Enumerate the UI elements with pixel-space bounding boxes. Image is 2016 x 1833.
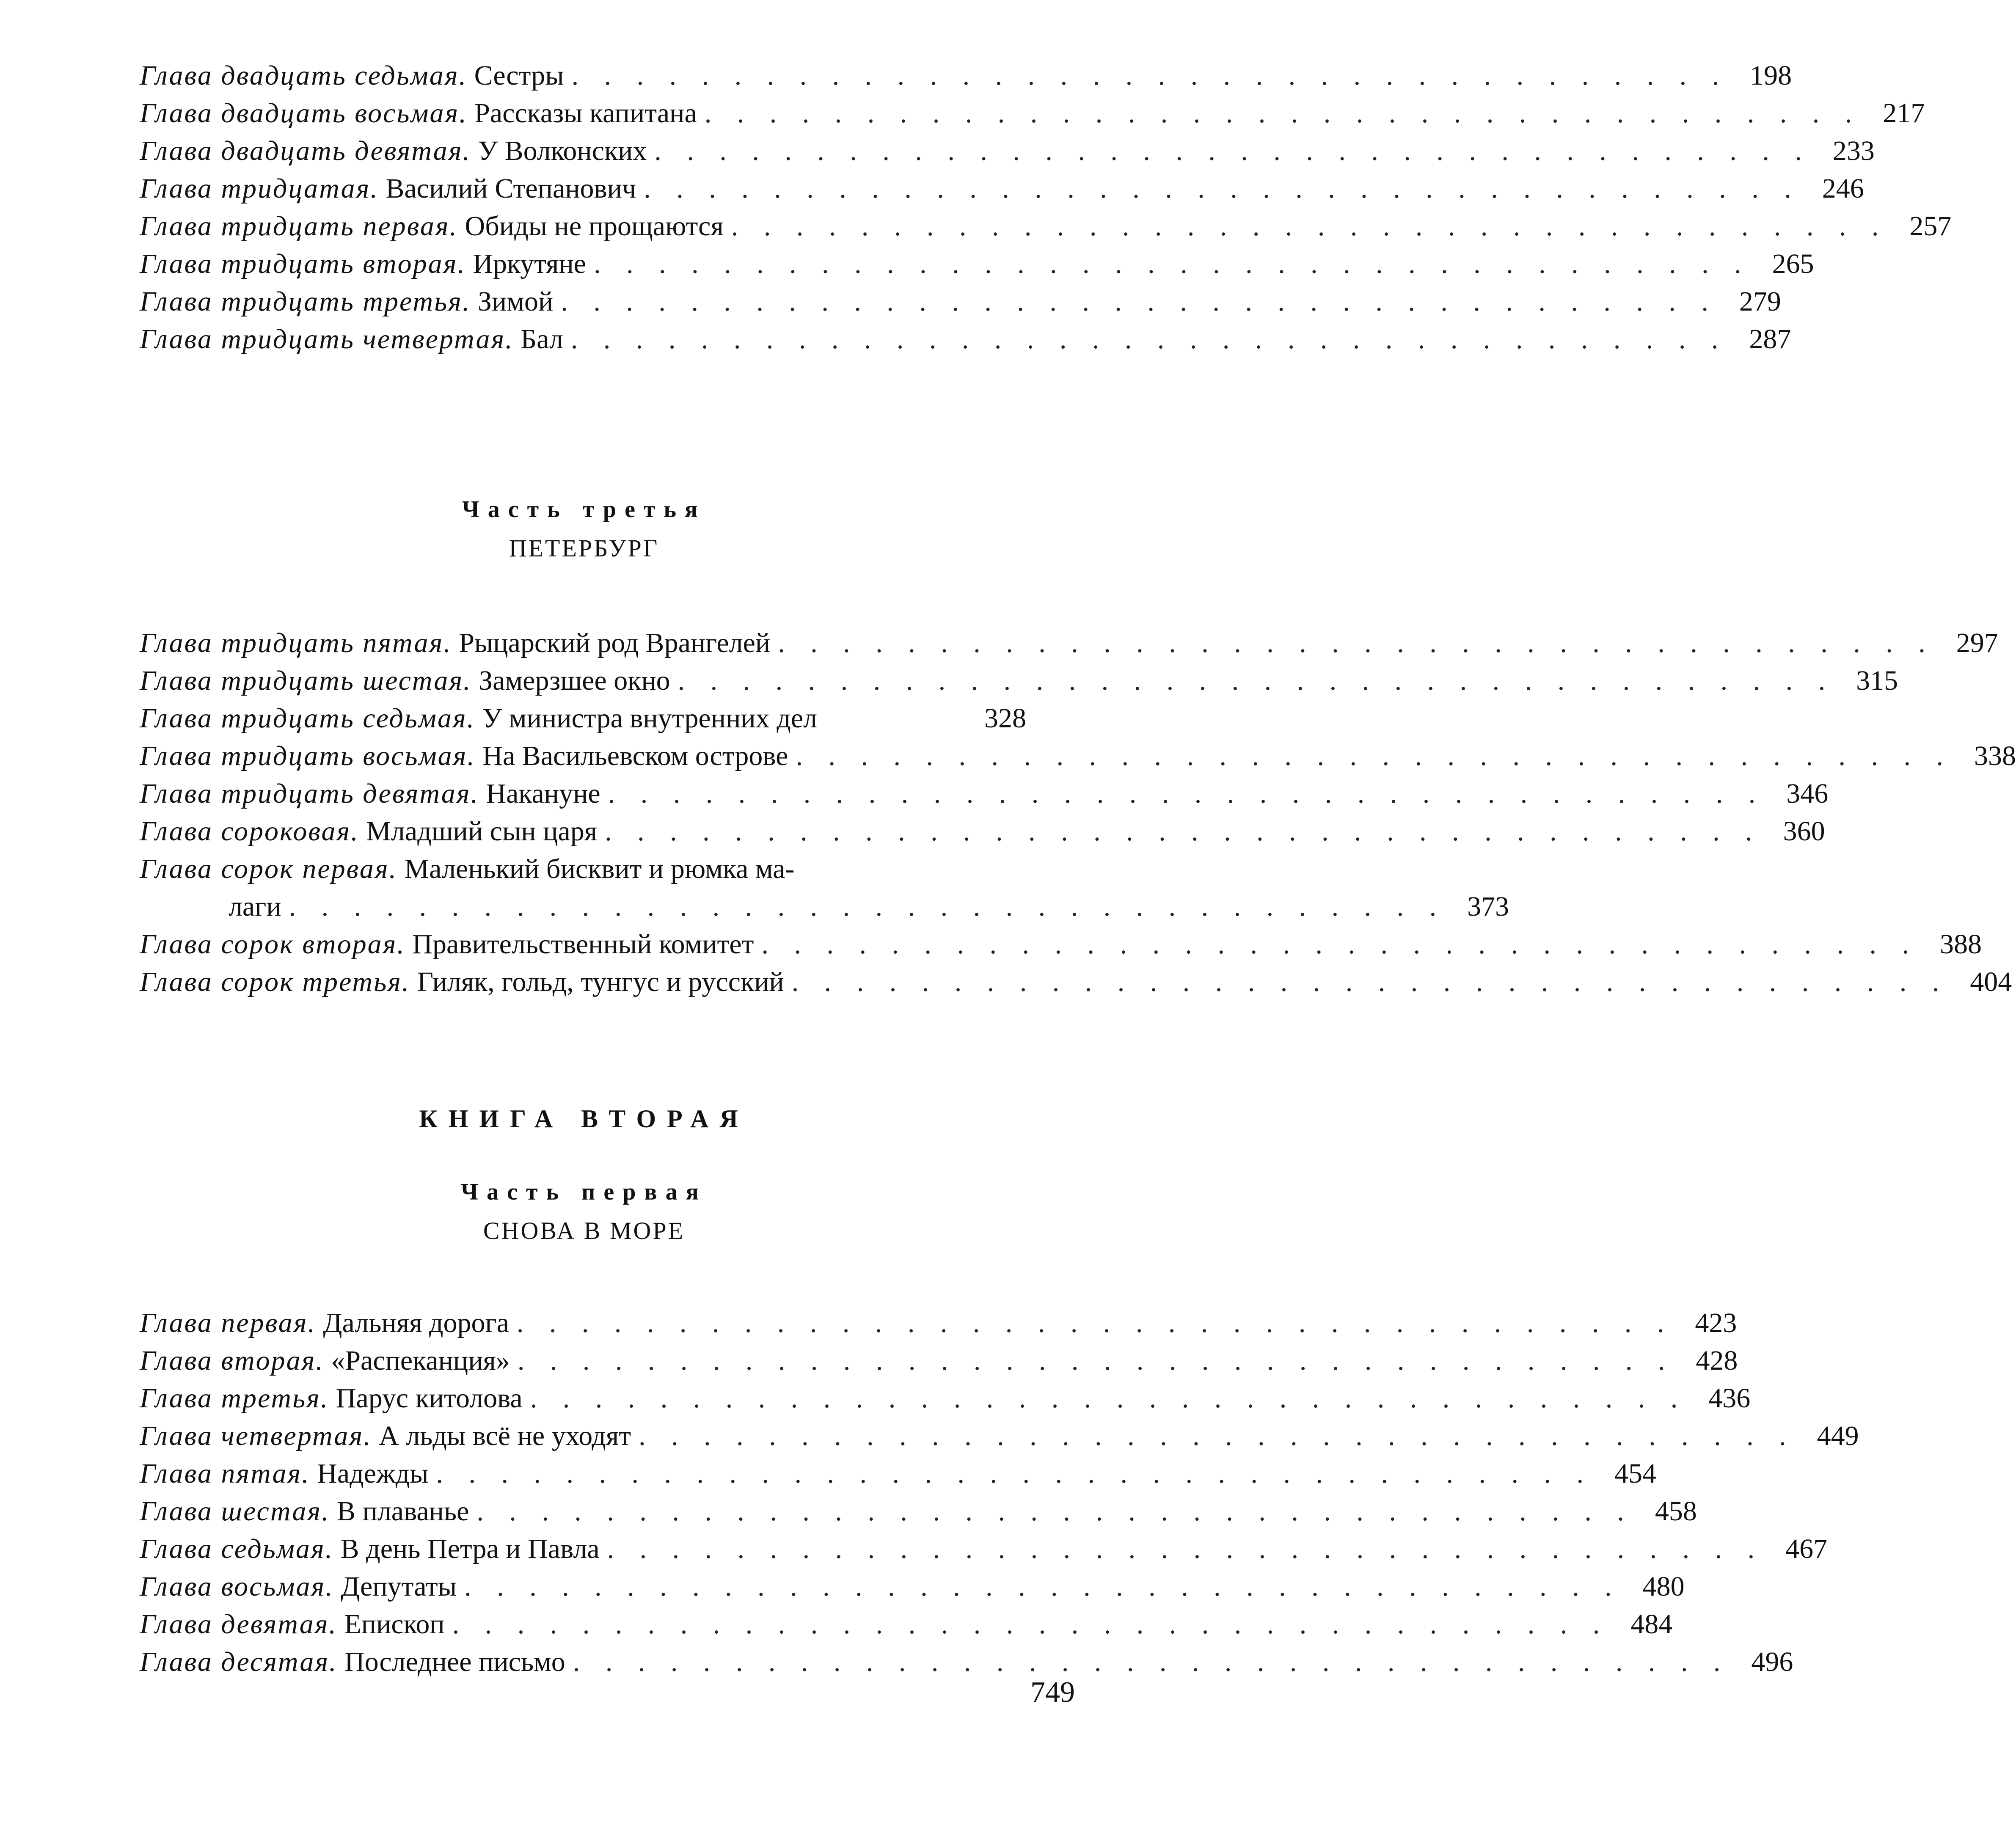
page-number: 484 bbox=[1630, 1609, 1673, 1640]
toc-entry[interactable] bbox=[140, 283, 1781, 320]
part-title: ПЕТЕРБУРГ bbox=[509, 534, 659, 562]
page-number: 496 bbox=[1751, 1646, 1793, 1677]
chapter-label: Глава двадцать девятая. bbox=[140, 135, 471, 166]
chapter-label: Глава тридцать девятая. bbox=[140, 778, 479, 809]
toc-entry[interactable] bbox=[140, 737, 2016, 775]
page-number: 328 bbox=[984, 703, 1026, 734]
leader-dots: . . . . . . . . . . . . . . . . . . . . . . . . . . . . . . . . . . . . bbox=[654, 135, 1811, 166]
chapter-label: Глава третья. bbox=[140, 1383, 329, 1414]
page-number: 454 bbox=[1614, 1458, 1657, 1489]
page-number: 436 bbox=[1708, 1383, 1751, 1414]
page-number: 265 bbox=[1772, 248, 1814, 279]
chapter-title: Рассказы капитана bbox=[474, 98, 697, 129]
chapter-title: лаги bbox=[229, 891, 281, 922]
chapter-title: Сестры bbox=[474, 60, 564, 91]
leader-dots: . . . . . . . . . . . . . . . . . . . . . . . . . . . . . . . . . . . . bbox=[594, 248, 1751, 279]
toc-entry[interactable] bbox=[140, 1492, 1697, 1530]
chapter-title: Последнее письмо bbox=[344, 1646, 565, 1677]
toc-entry[interactable] bbox=[140, 624, 1998, 662]
leader-dots: . . . . . . . . . . . . . . . . . . . . . . . . . . . . . . . . . . . . bbox=[464, 1571, 1621, 1602]
chapter-label: Глава двадцать восьмая. bbox=[140, 98, 468, 129]
leader-dots: . . . . . . . . . . . . . . . . . . . . . . . . . . . . . . . . . . . . bbox=[791, 966, 1949, 997]
toc-entry[interactable] bbox=[140, 699, 1026, 737]
leader-dots: . . . . . . . . . . . . . . . . . . . . . . . . . . . . . . . . . . . . bbox=[605, 816, 1762, 847]
page-number: 257 bbox=[1909, 211, 1952, 242]
page-number: 233 bbox=[1832, 135, 1875, 166]
page-number: 480 bbox=[1642, 1571, 1685, 1602]
leader-dots: . . . . . . . . . . . . . . . . . . . . . . . . . . . . . . . . . . . . bbox=[570, 324, 1728, 355]
toc-section-1 bbox=[140, 57, 1952, 358]
page-number: 404 bbox=[1970, 966, 2012, 997]
leader-dots: . . . . . . . . . . . . . . . . . . . . . . . . . . . . . . . . . . . . bbox=[436, 1458, 1593, 1489]
page-number: 428 bbox=[1696, 1345, 1738, 1376]
toc-entry[interactable] bbox=[140, 320, 1791, 358]
chapter-label: Глава восьмая. bbox=[140, 1571, 334, 1602]
chapter-label: Глава тридцать седьмая. bbox=[140, 703, 476, 734]
page-number: 360 bbox=[1783, 816, 1825, 847]
chapter-label: Глава вторая. bbox=[140, 1345, 324, 1376]
chapter-title: Обиды не прощаются bbox=[465, 211, 724, 242]
chapter-title: Дальняя дорога bbox=[323, 1307, 509, 1338]
chapter-label: Глава тридцать четвертая. bbox=[140, 324, 514, 355]
toc-entry[interactable] bbox=[140, 812, 1825, 850]
toc-entry[interactable] bbox=[140, 1379, 1751, 1417]
toc-entry[interactable] bbox=[140, 1605, 1673, 1643]
book-title: КНИГА ВТОРАЯ bbox=[419, 1105, 749, 1133]
leader-dots: . . . . . . . . . . . . . . . . . . . . . . . . . . . . . . . . . . . . bbox=[678, 665, 1835, 696]
page-number: 449 bbox=[1817, 1420, 1859, 1451]
toc-entry[interactable] bbox=[140, 1568, 1685, 1605]
chapter-title: Замерзшее окно bbox=[479, 665, 670, 696]
chapter-title: В плаванье bbox=[337, 1496, 469, 1527]
chapter-label: Глава пятая. bbox=[140, 1458, 310, 1489]
chapter-title: Маленький бисквит и рюмка ма- bbox=[404, 853, 795, 884]
leader-dots: . . . . . . . . . . . . . . . . . . . . . . . . . . . . . . . . . . . . bbox=[761, 929, 1918, 960]
chapter-label: Глава тридцатая. bbox=[140, 173, 379, 204]
leader-dots: . . . . . . . . . . . . . . . . . . . . . . . . . . . . . . . . . . . . bbox=[573, 1646, 1730, 1677]
chapter-title: Депутаты bbox=[341, 1571, 457, 1602]
chapter-label: Глава сорок вторая. bbox=[140, 929, 405, 960]
page-number: 467 bbox=[1785, 1533, 1828, 1564]
chapter-title: Правительственный комитет bbox=[412, 929, 754, 960]
leader-dots: . . . . . . . . . . . . . . . . . . . . . . . . . . . . . . . . . . . . bbox=[571, 60, 1729, 91]
page-number: 373 bbox=[1467, 891, 1509, 922]
chapter-label: Глава седьмая. bbox=[140, 1533, 334, 1564]
leader-dots: . . . . . . . . . . . . . . . . . . . . . . . . . . . . . . . . . . . . bbox=[476, 1496, 1633, 1527]
folio-page-number: 749 bbox=[1030, 1676, 1075, 1709]
toc-entry[interactable] bbox=[140, 1643, 1793, 1681]
chapter-title: А льды всё не уходят bbox=[379, 1420, 631, 1451]
chapter-title: Гиляк, гольд, тунгус и русский bbox=[417, 966, 784, 997]
page-number: 388 bbox=[1940, 929, 1982, 960]
chapter-title: Накануне bbox=[486, 778, 600, 809]
chapter-title: Зимой bbox=[477, 286, 554, 317]
toc-entry[interactable] bbox=[140, 170, 1864, 207]
toc-entry[interactable] bbox=[140, 662, 1898, 699]
chapter-title: Иркутяне bbox=[473, 248, 587, 279]
toc-entry[interactable] bbox=[140, 1342, 1738, 1379]
chapter-title: «Распеканция» bbox=[331, 1345, 510, 1376]
page-number: 346 bbox=[1786, 778, 1829, 809]
leader-dots: . . . . . . . . . . . . . . . . . . . . . . . . . . . . . . . . . . . . bbox=[731, 211, 1888, 242]
toc-entry[interactable] bbox=[140, 245, 1814, 283]
leader-dots: . . . . . . . . . . . . . . . . . . . . . . . . . . . . . . . . . . . . bbox=[607, 1533, 1764, 1564]
toc-entry[interactable] bbox=[140, 94, 1925, 132]
chapter-label: Глава девятая. bbox=[140, 1609, 337, 1640]
chapter-title: На Васильевском острове bbox=[482, 740, 788, 771]
toc-entry[interactable] bbox=[140, 925, 1982, 963]
toc-entry[interactable] bbox=[140, 775, 1829, 812]
page-number: 315 bbox=[1856, 665, 1898, 696]
leader-dots: . . . . . . . . . . . . . . . . . . . . . . . . . . . . . . . . . . . . bbox=[517, 1345, 1674, 1376]
leader-dots: . . . . . . . . . . . . . . . . . . . . . . . . . . . . . . . . . . . . bbox=[796, 740, 1953, 771]
page-number: 217 bbox=[1883, 98, 1925, 129]
leader-dots: . . . . . . . . . . . . . . . . . . . . . . . . . . . . . . . . . . . . bbox=[530, 1383, 1687, 1414]
toc-section-3 bbox=[140, 1304, 1859, 1681]
leader-dots: . . . . . . . . . . . . . . . . . . . . . . . . . . . . . . . . . . . . bbox=[608, 778, 1765, 809]
chapter-label: Глава четвертая. bbox=[140, 1420, 372, 1451]
page-number: 246 bbox=[1822, 173, 1864, 204]
toc-entry[interactable] bbox=[140, 1417, 1859, 1455]
toc-entry[interactable] bbox=[140, 132, 1875, 170]
page-number: 279 bbox=[1739, 286, 1781, 317]
leader-dots: . . . . . . . . . . . . . . . . . . . . . . . . . . . . . . . . . . . . bbox=[516, 1307, 1674, 1338]
chapter-title: В день Петра и Павла bbox=[340, 1533, 600, 1564]
toc-entry[interactable] bbox=[140, 57, 1792, 94]
leader-dots: . . . . . . . . . . . . . . . . . . . . . . . . . . . . . . . . . . . . bbox=[778, 628, 1935, 658]
chapter-title: Бал bbox=[521, 324, 563, 355]
chapter-label: Глава сороковая. bbox=[140, 816, 359, 847]
page-number: 198 bbox=[1750, 60, 1792, 91]
chapter-label: Глава сорок первая. bbox=[140, 853, 398, 884]
toc-section-2 bbox=[140, 624, 2016, 1001]
part-title: СНОВА В МОРЕ bbox=[483, 1217, 685, 1244]
chapter-label: Глава двадцать седьмая. bbox=[140, 60, 468, 91]
chapter-title: Младший сын царя bbox=[366, 816, 598, 847]
part-label: Часть третья bbox=[462, 496, 706, 523]
toc-entry[interactable] bbox=[140, 1455, 1657, 1492]
leader-dots: . . . . . . . . . . . . . . . . . . . . . . . . . . . . . . . . . . . . bbox=[704, 98, 1862, 129]
chapter-title: Надежды bbox=[317, 1458, 429, 1489]
chapter-title: Василий Степанович bbox=[386, 173, 636, 204]
page-number: 287 bbox=[1749, 324, 1791, 355]
chapter-title: У Волконских bbox=[478, 135, 647, 166]
leader-dots: . . . . . . . . . . . . . . . . . . . . . . . . . . . . . . . . . . . . bbox=[639, 1420, 1796, 1451]
page-number: 297 bbox=[1956, 628, 1998, 658]
chapter-label: Глава тридцать вторая. bbox=[140, 248, 466, 279]
leader-dots: . . . . . . . . . . . . . . . . . . . . . . . . . . . . . . . . . . . . bbox=[644, 173, 1801, 204]
page-number: 423 bbox=[1695, 1307, 1737, 1338]
toc-entry[interactable] bbox=[140, 963, 2012, 1001]
toc-entry[interactable] bbox=[140, 207, 1952, 245]
leader-dots: . . . . . . . . . . . . . . . . . . . . . . . . . . . . . . . . . . . . bbox=[452, 1609, 1609, 1640]
toc-entry[interactable] bbox=[140, 850, 1026, 888]
chapter-label: Глава тридцать пятая. bbox=[140, 628, 452, 658]
chapter-title: Епископ bbox=[344, 1609, 445, 1640]
page-number: 338 bbox=[1974, 740, 2016, 771]
toc-entry[interactable] bbox=[140, 1304, 1737, 1342]
chapter-label: Глава тридцать первая. bbox=[140, 211, 458, 242]
leader-dots: . . . . . . . . . . . . . . . . . . . . . . . . . . . . . . . . . . . . bbox=[561, 286, 1718, 317]
toc-entry-continuation[interactable] bbox=[140, 888, 1509, 925]
chapter-label: Глава первая. bbox=[140, 1307, 316, 1338]
part-label: Часть первая bbox=[461, 1179, 707, 1205]
chapter-label: Глава шестая. bbox=[140, 1496, 330, 1527]
page-number: 458 bbox=[1655, 1496, 1697, 1527]
chapter-label: Глава десятая. bbox=[140, 1646, 338, 1677]
toc-entry[interactable] bbox=[140, 1530, 1828, 1568]
chapter-label: Глава тридцать третья. bbox=[140, 286, 471, 317]
chapter-label: Глава тридцать восьмая. bbox=[140, 740, 476, 771]
chapter-title: Парус китолова bbox=[336, 1383, 523, 1414]
chapter-title: Рыцарский род Врангелей bbox=[459, 628, 771, 658]
chapter-label: Глава сорок третья. bbox=[140, 966, 410, 997]
leader-dots: . . . . . . . . . . . . . . . . . . . . . . . . . . . . . . . . . . . . bbox=[289, 891, 1446, 922]
chapter-title: У министра внутренних дел bbox=[482, 703, 818, 734]
chapter-label: Глава тридцать шестая. bbox=[140, 665, 472, 696]
